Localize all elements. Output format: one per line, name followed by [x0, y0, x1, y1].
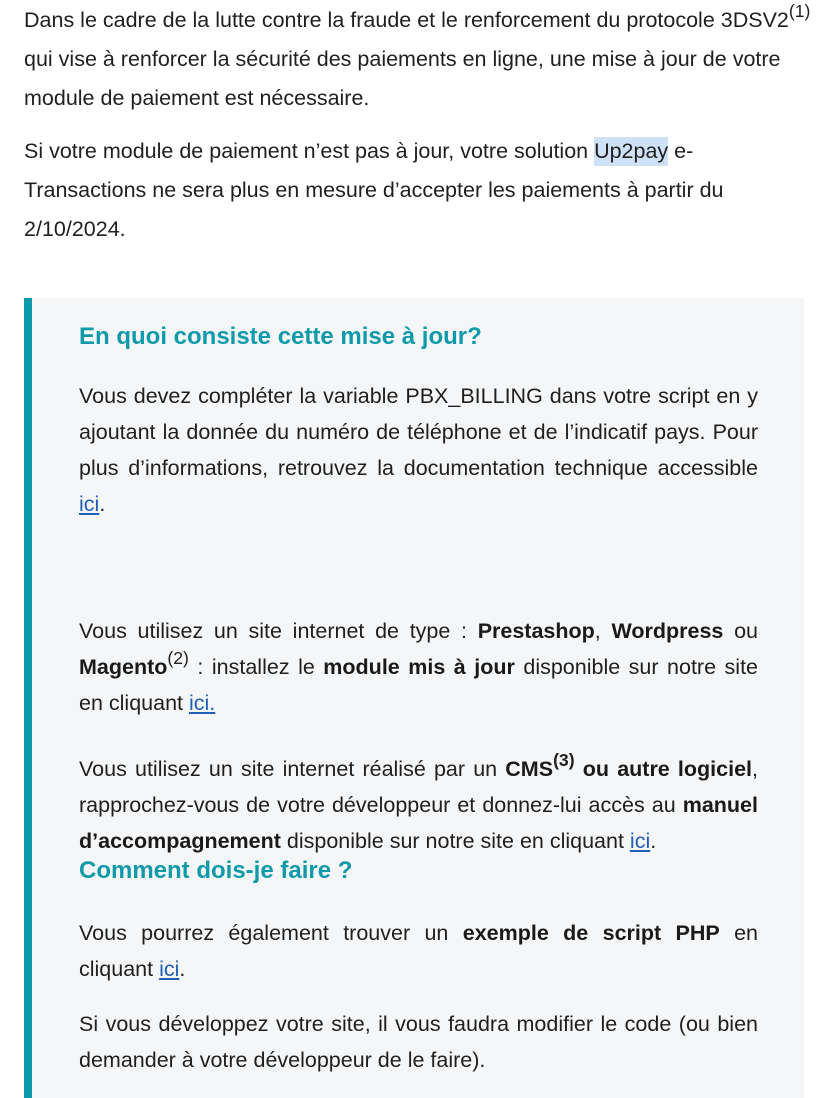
intro-section [24, 0, 814, 249]
paragraph-text: . [179, 957, 186, 981]
documentation-link[interactable]: ici [79, 492, 100, 516]
heading-what-update: En quoi consiste cette mise à jour? [79, 323, 482, 350]
paragraph-text: ou [723, 619, 758, 643]
bold-text: Wordpress [611, 619, 724, 643]
intro-text: e-Transactions ne sera plus en mesure d’accepter les paiements à partir du 2/10/2024. [24, 139, 724, 241]
paragraph-text: . [99, 492, 106, 516]
php-script-link[interactable]: ici [159, 957, 180, 981]
module-download-link[interactable]: ici. [188, 691, 216, 715]
paragraph-text: Vous utilisez un site internet de type : [79, 619, 478, 643]
bold-text: ou autre logiciel [574, 757, 753, 781]
bold-text: Magento [79, 655, 168, 679]
manual-link[interactable]: ici [629, 829, 651, 853]
intro-paragraph-2 [24, 132, 814, 249]
heading-how-to: Comment dois-je faire ? [79, 857, 353, 884]
other-software-paragraph [79, 751, 758, 859]
paragraph-text: en cliquant [79, 921, 759, 981]
develop-site-paragraph [79, 1006, 758, 1078]
intro-text: Dans le cadre de la lutte contre la fraude et le renforcement du protocole 3DSV2 [24, 8, 789, 32]
bold-text: module mis à jour [323, 655, 515, 679]
bold-text: exemple de script PHP [462, 921, 720, 945]
paragraph-text: Vous devez compléter la variable PBX_BILLING dans votre script en y ajoutant la donnée du numéro de téléphone et de l’indicatif pays. Pour plus d’informations, retrouvez la documentation technique accessible [79, 384, 758, 480]
intro-text: qui vise à renforcer la sécurité des paiements en ligne, une mise à jour de votre module de paiement est nécessaire. [24, 47, 781, 110]
paragraph-text: , [594, 619, 612, 643]
paragraph-text: : installez le [188, 655, 324, 679]
intro-paragraph-1 [24, 1, 814, 118]
php-example-paragraph [79, 915, 758, 987]
paragraph-text: disponible sur notre site en cliquant [79, 655, 759, 715]
selected-text-highlight[interactable]: Up2pay [594, 137, 668, 166]
footnote-ref-2: (2) [167, 648, 189, 669]
cms-module-paragraph [79, 613, 758, 721]
footnote-ref-3: (3) [553, 750, 575, 771]
paragraph-text: Vous utilisez un site internet réalisé par un [79, 757, 506, 781]
bold-text: CMS [505, 757, 554, 781]
paragraph-text: disponible sur notre site en cliquant [280, 829, 630, 853]
footnote-ref-1: (1) [788, 1, 811, 22]
paragraph-text: . [650, 829, 657, 853]
paragraph-text: Si vous développez votre site, il vous faudra modifier le code (ou bien demander à votre développeur de le faire). [79, 1012, 758, 1072]
bold-text: manuel d’accompagnement [79, 793, 758, 853]
intro-text: Si votre module de paiement n’est pas à jour, votre solution [24, 139, 595, 163]
update-description [79, 378, 758, 522]
paragraph-text: Vous pourrez également trouver un [79, 921, 463, 945]
bold-text: Prestashop [477, 619, 595, 643]
paragraph-text: , rapprochez-vous de votre développeur et donnez-lui accès au [79, 757, 758, 817]
